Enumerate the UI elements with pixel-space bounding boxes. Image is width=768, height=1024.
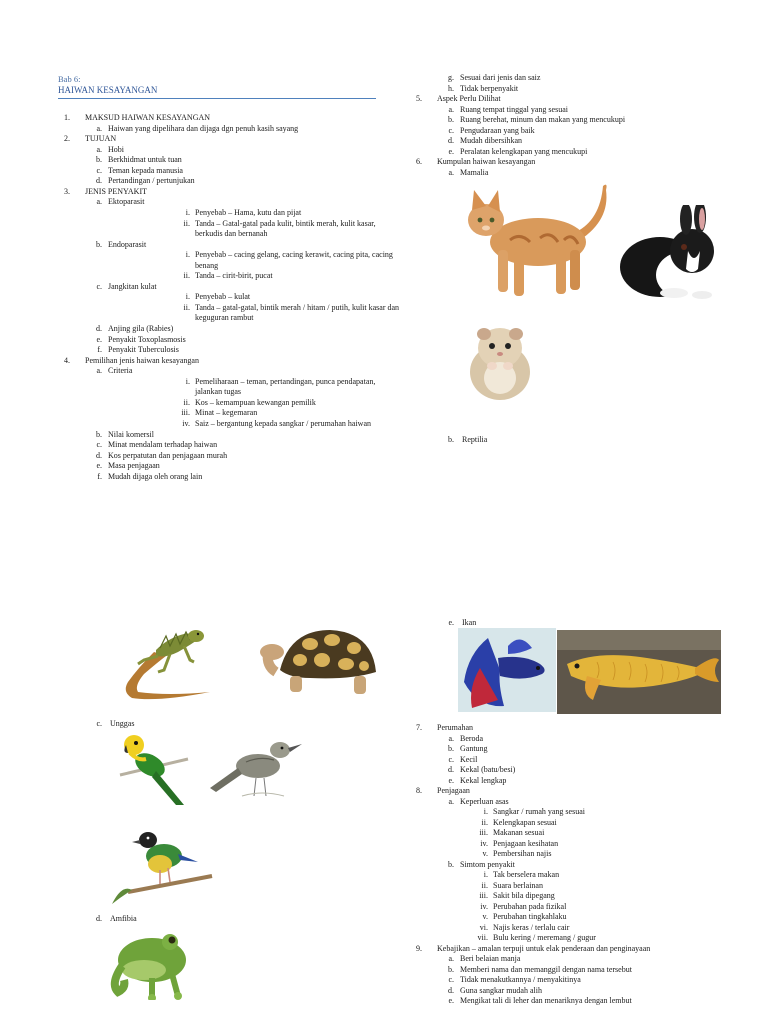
list-text: Ruang tempat tinggal yang sesuai (460, 104, 568, 114)
list-marker: vi. (479, 922, 488, 932)
list-text: Jangkitan kulat (108, 281, 157, 291)
list-item (58, 187, 147, 198)
list-item (410, 94, 501, 105)
frog-photo (108, 926, 194, 1000)
list-item (88, 155, 182, 166)
list-item (440, 168, 488, 179)
list-text: Beri belaian manja (460, 954, 521, 963)
list-text: Nilai komersil (108, 429, 154, 439)
chapter-header (58, 74, 376, 99)
list-marker: e. (448, 146, 454, 156)
section-label-unggas (88, 719, 134, 730)
list-text: Ektoparasit (108, 197, 145, 207)
list-item (440, 954, 520, 965)
list-marker: 8. (416, 786, 422, 795)
parrot-photo (116, 731, 192, 807)
list-item (88, 440, 217, 451)
list-text: Tidak menakutkannya / menyakitinya (460, 975, 581, 984)
list-marker: d. (448, 765, 454, 774)
list-text: Sakit bila dipegang (493, 891, 555, 900)
list-marker: i. (185, 292, 190, 302)
list-marker: i. (185, 207, 190, 217)
list-text: Masa penjagaan (108, 461, 160, 471)
chapter-title: HAIWAN KESAYANGAN (58, 85, 158, 95)
list-marker: e. (96, 461, 102, 471)
list-marker: 6. (416, 157, 422, 166)
list-marker: c. (448, 975, 454, 984)
list-text: Reptilia (462, 435, 488, 444)
list-item (88, 240, 146, 251)
list-item (88, 430, 154, 441)
iguana-photo (108, 608, 220, 704)
list-text: Kumpulan haiwan kesayangan (437, 157, 536, 166)
list-item (172, 419, 371, 430)
list-text: Kebajikan – amalan terpuji untuk elak penderaan dan penginayaan (437, 943, 651, 953)
list-item (172, 271, 273, 282)
list-item (470, 807, 585, 818)
list-text: Pembersihan najis (493, 849, 552, 858)
list-item (172, 377, 375, 388)
list-text: Pengudaraan yang baik (460, 125, 535, 135)
list-marker: b. (448, 859, 454, 869)
list-item (88, 324, 173, 335)
hamster-photo (462, 318, 540, 404)
list-item (58, 134, 116, 145)
list-item (470, 891, 555, 902)
list-item (88, 145, 124, 156)
list-marker: b. (96, 155, 102, 165)
list-item (440, 126, 535, 137)
list-text: Tanda – gatal-gatal, bintik merah / hitam / putih, kulit kasar dan (195, 302, 400, 312)
list-marker: c. (448, 754, 454, 764)
list-marker: i. (185, 376, 190, 386)
list-text: Pemeliharaan – teman, pertandingan, punca pendapatan, (195, 376, 376, 386)
songbird-photo (206, 736, 304, 800)
list-marker: a. (448, 733, 454, 743)
list-marker: 5. (416, 94, 422, 103)
list-item (470, 828, 544, 839)
list-text: Minat mendalam terhadap haiwan (108, 440, 218, 450)
list-marker: b. (96, 429, 102, 439)
list-marker: ii. (183, 397, 190, 407)
list-item (88, 345, 179, 356)
list-text: Memberi nama dan memanggil dengan nama tersebut (460, 964, 632, 974)
section-label-amfibia (88, 914, 137, 925)
list-text: Pemilihan jenis haiwan kesayangan (85, 355, 199, 365)
list-marker: 1. (64, 113, 70, 122)
list-marker: ii. (183, 218, 190, 228)
list-marker: c. (96, 719, 102, 728)
list-marker: iii. (479, 891, 488, 900)
list-item (172, 219, 376, 230)
list-text: Criteria (108, 366, 133, 376)
list-text: jalankan tugas (195, 387, 241, 397)
list-marker: h. (448, 83, 454, 93)
list-text: Bulu kering / meremang / gugur (493, 933, 596, 942)
list-item (440, 860, 515, 871)
list-item (440, 136, 522, 147)
list-marker: c. (96, 165, 102, 175)
list-item (410, 723, 473, 734)
list-item (410, 944, 650, 955)
list-text: Kos – kemampuan kewangan pemilik (195, 397, 316, 407)
list-marker: d. (96, 914, 102, 923)
list-text: Guna sangkar mudah alih (460, 985, 542, 995)
list-marker: i. (483, 870, 488, 879)
list-text: benang (195, 260, 219, 270)
list-marker: c. (96, 440, 102, 450)
list-marker: 2. (64, 134, 70, 144)
list-text: keguguran rambut (195, 313, 254, 323)
list-item (172, 398, 316, 409)
list-marker: i. (483, 807, 488, 816)
list-text: Penyebab – Hama, kutu dan pijat (195, 207, 302, 217)
list-item (88, 472, 202, 483)
list-marker: d. (96, 324, 102, 333)
list-text: Mudah dibersihkan (460, 136, 522, 145)
list-text: Penyebab – cacing gelang, cacing kerawit, cacing pita, cacing (195, 250, 393, 260)
list-marker: b. (448, 115, 454, 124)
list-text: Mamalia (460, 167, 489, 177)
list-item (470, 839, 558, 850)
list-marker: a. (96, 123, 102, 133)
list-text: Penjagaan (437, 786, 470, 795)
list-marker: e. (448, 775, 454, 785)
list-marker: v. (482, 912, 488, 921)
list-item (88, 197, 144, 208)
list-marker: b. (448, 435, 454, 444)
list-item (88, 124, 298, 135)
list-item (88, 176, 195, 187)
list-item (440, 734, 483, 745)
list-text: Simtom penyakit (460, 859, 515, 869)
list-text: Kekal lengkap (460, 775, 507, 785)
list-item (440, 755, 477, 766)
list-text: Kelengkapan sesuai (493, 817, 557, 827)
list-marker: ii. (183, 302, 190, 312)
list-text: Tanda – Gatal-gatal pada kulit, bintik merah, kulit kasar, (195, 218, 376, 228)
list-marker: 4. (64, 355, 70, 365)
list-marker: iv. (480, 838, 488, 848)
list-marker: a. (96, 197, 102, 207)
list-marker: g. (448, 73, 454, 82)
list-marker: d. (96, 176, 102, 186)
list-text: Pertandingan / pertunjukan (108, 176, 195, 186)
list-item (440, 147, 587, 158)
list-item (470, 849, 551, 860)
list-item (172, 208, 301, 219)
list-item (88, 335, 186, 346)
list-text: Tidak berpenyakit (460, 83, 519, 93)
header-divider (58, 98, 376, 99)
list-marker: a. (96, 144, 102, 154)
section-label-reptilia (440, 435, 487, 446)
list-marker: 9. (416, 943, 422, 953)
list-marker: a. (448, 104, 454, 114)
list-item (470, 933, 596, 944)
list-item (172, 408, 257, 419)
list-text: Saiz – bergantung kepada sangkar / perumahan haiwan (195, 418, 372, 428)
list-marker: b. (448, 744, 454, 753)
list-marker: e. (448, 618, 454, 627)
list-text: Unggas (110, 719, 135, 728)
list-item (172, 303, 399, 314)
list-item (440, 744, 488, 755)
list-marker: d. (96, 450, 102, 460)
list-text: Penyakit Toxoplasmosis (108, 334, 186, 344)
list-text: Sesuai dari jenis dan saiz (460, 73, 541, 82)
list-item (440, 797, 509, 808)
list-marker: c. (448, 125, 454, 135)
list-item (470, 902, 566, 913)
list-marker: iii. (181, 408, 190, 418)
list-text: Minat – kegemaran (195, 408, 258, 418)
list-marker: e. (448, 996, 454, 1005)
list-marker: iv. (182, 418, 190, 428)
list-marker: ii. (481, 817, 488, 827)
list-text: Keperluan asas (460, 796, 509, 806)
list-item (470, 870, 559, 881)
list-marker: f. (97, 345, 102, 355)
list-marker: d. (448, 985, 454, 995)
tortoise-photo (250, 622, 384, 704)
list-item (88, 282, 157, 293)
list-item (58, 113, 210, 124)
list-item (440, 765, 515, 776)
list-item (88, 461, 160, 472)
list-text: Berkhidmat untuk tuan (108, 155, 182, 165)
list-item (470, 881, 543, 892)
list-item (470, 923, 569, 934)
list-item (88, 366, 132, 377)
list-text: Kos perpatutan dan penjagaan murah (108, 450, 228, 460)
list-item (172, 229, 267, 240)
list-marker: iii. (479, 828, 488, 837)
list-text: Mengikat tali di leher dan menariknya dengan lembut (460, 996, 632, 1005)
chapter-label: Bab 6: (58, 74, 81, 84)
list-text: Suara berlainan (493, 880, 543, 890)
list-marker: a. (448, 796, 454, 806)
list-text: Penyebab – kulat (195, 292, 251, 302)
list-item (410, 786, 470, 797)
list-item (470, 818, 557, 829)
list-item (172, 261, 218, 272)
list-marker: b. (448, 964, 454, 974)
list-marker: i. (185, 250, 190, 260)
list-text: Ikan (462, 618, 477, 627)
list-marker: a. (448, 954, 454, 963)
list-item (470, 912, 567, 923)
list-text: Penjagaan kesihatan (493, 838, 559, 848)
list-marker: 3. (64, 186, 70, 196)
list-marker: c. (96, 281, 102, 291)
list-marker: a. (448, 167, 454, 177)
list-text: Penyakit Tuberculosis (108, 345, 179, 355)
list-item (88, 166, 183, 177)
list-item (440, 105, 568, 116)
list-text: Perubahan tingkahlaku (493, 912, 567, 921)
list-item (58, 356, 199, 367)
list-text: Makanan sesuai (493, 828, 545, 837)
list-item (440, 776, 506, 787)
list-text: Peralatan kelengkapan yang mencukupi (460, 146, 588, 156)
arowana-fish-photo (557, 630, 721, 714)
list-text: Ruang berehat, minum dan makan yang mencukupi (460, 115, 626, 124)
list-text: Sangkar / rumah yang sesuai (493, 807, 585, 816)
list-item (172, 250, 393, 261)
list-item (172, 292, 250, 303)
list-text: Aspek Perlu Dilihat (437, 94, 501, 103)
list-marker: iv. (480, 901, 488, 911)
pitta-bird-photo (108, 826, 218, 906)
list-item (172, 387, 241, 398)
list-text: Tanda – cirit-birit, pucat (195, 271, 273, 281)
list-text: Perubahan pada fizikal (493, 901, 567, 911)
list-text: Teman kepada manusia (108, 165, 183, 175)
list-text: Gantung (460, 744, 488, 753)
list-text: berkudis dan bernanah (195, 229, 268, 239)
list-text: TUJUAN (85, 134, 117, 144)
list-text: JENIS PENYAKIT (85, 186, 147, 196)
list-marker: b. (96, 239, 102, 249)
list-marker: a. (96, 366, 102, 376)
list-text: MAKSUD HAIWAN KESAYANGAN (85, 113, 211, 122)
list-marker: ii. (183, 271, 190, 281)
list-item (440, 73, 540, 84)
list-item (440, 84, 518, 95)
list-marker: e. (96, 334, 102, 344)
list-text: Endoparasit (108, 239, 147, 249)
list-marker: f. (97, 471, 102, 481)
list-item (440, 115, 625, 126)
rabbit-photo (618, 205, 722, 303)
list-item (440, 996, 632, 1007)
list-text: Perumahan (437, 723, 473, 732)
list-text: Beroda (460, 733, 484, 743)
list-text: Najis keras / terlalu cair (493, 922, 570, 932)
list-item (172, 313, 253, 324)
list-marker: ii. (481, 880, 488, 890)
betta-fish-photo (458, 628, 556, 712)
list-text: Kecil (460, 754, 478, 764)
list-text: Hobi (108, 144, 124, 154)
cat-photo (460, 180, 618, 300)
section-label-ikan (440, 618, 476, 629)
list-text: Anjing gila (Rabies) (108, 324, 174, 333)
list-marker: 7. (416, 723, 422, 732)
list-item (440, 965, 632, 976)
list-item (440, 975, 581, 986)
list-marker: vii. (477, 933, 488, 942)
list-text: Amfibia (110, 914, 137, 923)
list-item (410, 157, 535, 168)
list-marker: v. (482, 849, 488, 858)
list-text: Haiwan yang dipelihara dan dijaga dgn penuh kasih sayang (108, 123, 299, 133)
list-text: Tak berselera makan (493, 870, 560, 879)
list-item (440, 986, 542, 997)
list-text: Mudah dijaga oleh orang lain (108, 471, 203, 481)
list-marker: d. (448, 136, 454, 145)
list-text: Kekal (batu/besi) (460, 765, 516, 774)
list-item (88, 451, 227, 462)
